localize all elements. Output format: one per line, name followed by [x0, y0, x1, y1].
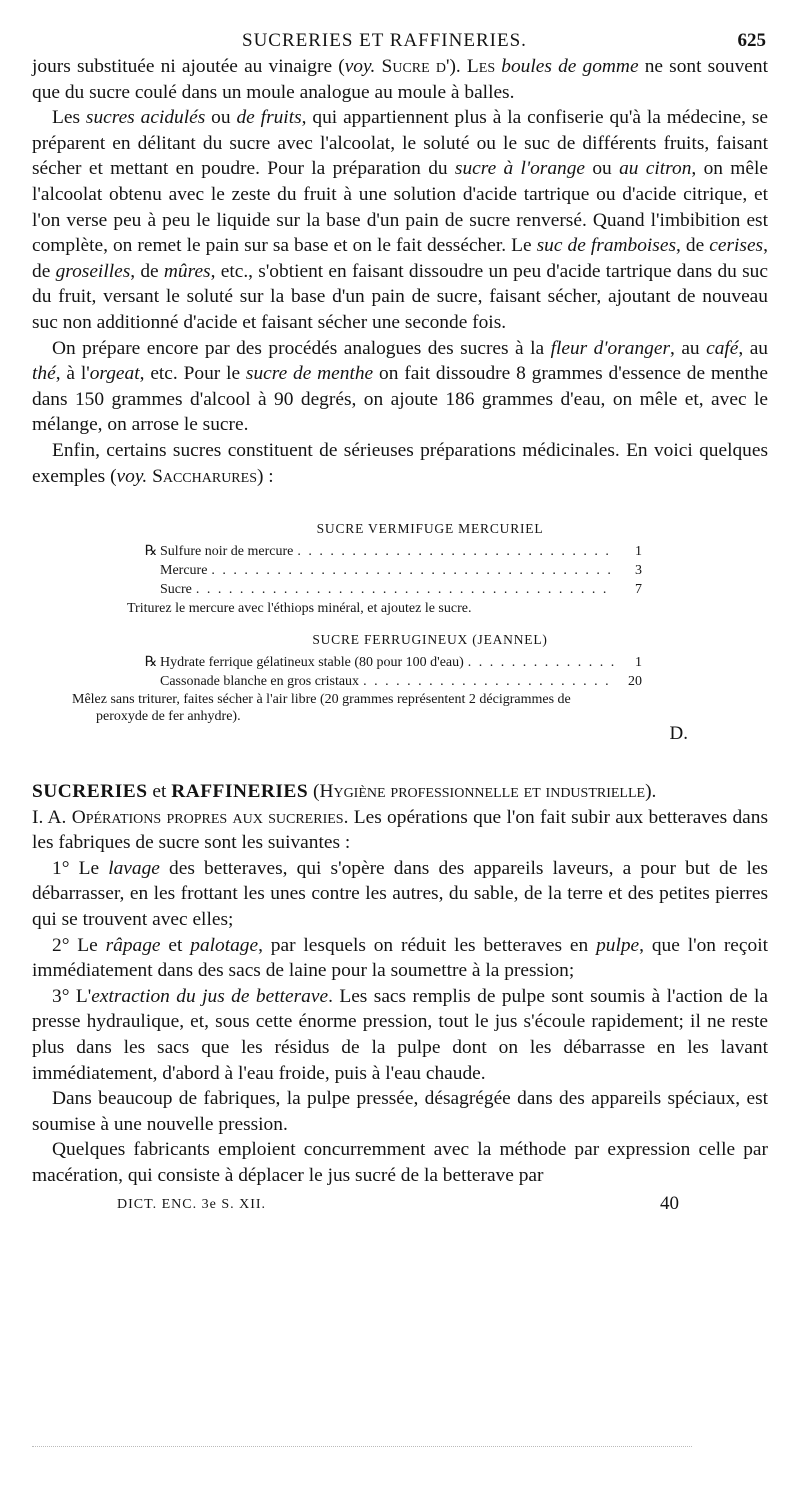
paragraph-sucres-analogues — [32, 336, 768, 438]
running-head — [32, 26, 768, 54]
text-run-italic: pulpe — [596, 934, 640, 956]
text-run: 2° Le — [52, 934, 106, 956]
ingredient-quantity: 3 — [635, 563, 642, 579]
text-run-italic: cerises — [709, 235, 764, 257]
ingredient-row — [142, 672, 642, 691]
paragraph-pulpe-pressee: Dans beaucoup de fabriques, la pulpe pressée, désagrégée dans des appareils spéciaux, est soumise à une nouvelle pression. — [32, 1088, 768, 1135]
entry-heading — [32, 779, 768, 805]
text-run-italic: sucre de menthe — [245, 363, 374, 385]
sheet-number: 40 — [660, 1192, 679, 1214]
text-run: , qui appartiennent plus à la confiserie qu'à la médecine, se préparent en délitant du sucre avec l'alcoolat, le soluté ou le suc de différents fruits, faisant sécher et mettant en poudre. Pour la préparation du — [32, 107, 768, 180]
printer-signature: DICT. ENC. 3e S. XII. — [117, 1196, 267, 1212]
text-run-italic: fleur d'oranger — [550, 337, 670, 359]
paragraph-sucres-acidules — [32, 105, 768, 335]
dot-leader — [196, 580, 614, 599]
text-run: , de — [130, 260, 164, 282]
text-run-italic: boules de gomme — [501, 56, 639, 77]
recipe-title: SUCRE FERRUGINEUX (JEANNEL) — [312, 632, 548, 648]
paragraph-maceration: Quelques fabricants emploient concurremment avec la méthode par expression celle par macération, qui consiste à déplacer le jus sucré de la betterave par — [32, 1139, 768, 1186]
text-run: , à l' — [55, 363, 90, 385]
ingredient-name: Cassonade blanche en gros cristaux — [160, 674, 360, 690]
text-run: et — [160, 934, 191, 956]
recipe-ingredients — [142, 542, 642, 599]
text-run: , on mêle l'alcoolat obtenu avec le zeste du fruit à une solution d'acide tartrique ou d'acide citrique, et l'on verse peu à peu le liquide sur la base d'un pain de sucre renversé. Quand l'imbibition est complète, on remet le pain sur sa base et on le fait dessécher. Le — [32, 158, 768, 257]
entry-subtitle: (Hygiène professionnelle et industrielle). — [308, 781, 657, 803]
text-run: , etc. Pour le — [139, 363, 246, 385]
recipe-ingredients — [142, 653, 642, 691]
ingredient-row — [142, 653, 642, 672]
paragraph-exemples — [32, 438, 768, 489]
paragraph-extraction — [32, 984, 768, 1086]
text-run: 3° L' — [52, 985, 92, 1007]
text-run: jours substituée ni ajoutée au vinaigre ( — [32, 56, 345, 77]
ingredient-name: Mercure — [160, 563, 208, 579]
text-run-italic: suc de framboises — [536, 235, 676, 257]
ingredient-quantity: 1 — [635, 544, 642, 560]
entry-title: RAFFINERIES — [171, 781, 309, 803]
text-run: Enfin, certains sucres constituent de sérieuses préparations médicinales. En voici quelques exemples ( — [32, 439, 768, 487]
text-run-italic: groseilles — [55, 260, 131, 282]
entry-title: SUCRERIES — [32, 781, 148, 803]
ingredient-quantity: 20 — [628, 674, 642, 690]
dot-leader — [363, 672, 614, 691]
text-run-italic: palotage — [190, 934, 259, 956]
text-run: , que l'on reçoit immédiatement dans des sacs de laine pour la soumettre à la pression; — [32, 934, 768, 982]
text-run: Les opérations que l'on fait subir aux betteraves dans les fabriques de sucre sont les suivantes : — [32, 806, 769, 854]
text-run: ou — [205, 107, 237, 129]
text-run: et — [147, 781, 172, 803]
text-run: ou — [585, 158, 620, 180]
paragraph-operations — [32, 805, 768, 856]
dot-leader — [211, 561, 614, 580]
text-run: ne sont souvent que du sucre coulé dans un moule analogue au moule à balles. — [32, 56, 768, 103]
dot-leader — [468, 653, 614, 672]
document-page — [32, 26, 768, 1217]
text-run-italic: voy. — [344, 56, 376, 77]
ingredient-row — [142, 542, 642, 561]
ingredient-name: Sulfure noir de mercure — [160, 544, 294, 560]
paragraph-boules-de-gomme — [32, 54, 768, 105]
bleed-through-line — [32, 1446, 692, 1447]
page-footer — [32, 1191, 768, 1217]
text-run-italic: mûres — [163, 260, 211, 282]
author-signature: D. — [669, 723, 688, 745]
text-run-italic: sucres acidulés — [85, 107, 206, 129]
recipe-mark-icon: ℞ — [144, 544, 158, 560]
text-run: , de — [676, 235, 710, 257]
text-run: Saccharures) : — [147, 465, 274, 487]
recipe-mark-icon: ℞ — [144, 655, 158, 671]
text-run-italic: café — [706, 337, 739, 359]
text-run-italic: extraction du jus de betterave — [91, 985, 329, 1007]
paragraph-lavage — [32, 856, 768, 933]
ingredient-quantity: 1 — [635, 655, 642, 671]
text-run: On prépare encore par des procédés analogues des sucres à la — [52, 337, 551, 359]
running-head-title: SUCRERIES ET RAFFINERIES. — [242, 30, 527, 51]
text-run-italic: thé — [32, 363, 56, 385]
ingredient-row — [142, 580, 642, 599]
page-number: 625 — [737, 30, 766, 51]
text-run: , de — [32, 235, 768, 282]
text-run: Les — [52, 107, 86, 129]
paragraph-rapage — [32, 933, 768, 984]
ingredient-quantity: 7 — [635, 582, 642, 598]
recipes-block — [32, 519, 768, 725]
text-run: , au — [738, 337, 769, 359]
text-run: , au — [670, 337, 707, 359]
recipe-instructions — [72, 691, 722, 725]
text-run-italic: sucre à l'orange — [454, 158, 586, 180]
subsection-title: Opérations propres aux sucreries. — [71, 806, 349, 828]
text-run: des betteraves, qui s'opère dans des appareils laveurs, a pour but de les débarrasser, en les frottant les unes contre les autres, du sable, de la terre et des petites pierres qui se trouvent avec elles; — [32, 857, 768, 931]
recipe-instructions: Triturez le mercure avec l'éthiops minéral, et ajoutez le sucre. — [127, 601, 472, 617]
text-run-italic: orgeat — [89, 363, 140, 385]
ingredient-row — [142, 561, 642, 580]
text-run-italic: râpage — [105, 934, 161, 956]
text-run: 1° Le — [52, 857, 109, 879]
ingredient-name: Hydrate ferrique gélatineux stable (80 pour 100 d'eau) — [160, 655, 464, 671]
text-run-italic: au citron — [619, 158, 692, 180]
text-run: I. A. — [32, 806, 72, 828]
text-run: , etc., s'obtient en faisant dissoudre un peu d'acide tartrique dans du suc du fruit, versant le soluté sur la base d'un pain de sucre, faisant sécher, ajoutant de nouveau suc non additionné d'acide et faisant sécher une seconde fois. — [32, 260, 768, 333]
text-run: peroxyde de fer anhydre). — [96, 709, 241, 725]
text-run: , par lesquels on réduit les betteraves en — [258, 934, 597, 956]
text-run-italic: lavage — [108, 857, 160, 879]
text-run: Sucre d'). Les — [375, 56, 502, 77]
text-run: on fait dissoudre 8 grammes d'essence de menthe dans 150 grammes d'alcool à 90 degrés, on ajoute 186 grammes d'eau, on mêle et, avec le mélange, on arrose le sucre. — [32, 363, 768, 436]
dot-leader — [297, 542, 614, 561]
ingredient-name: Sucre — [160, 582, 192, 598]
text-run-italic: voy. — [116, 465, 148, 487]
text-run: Mêlez sans triturer, faites sécher à l'air libre (20 grammes représentent 2 décigrammes de — [72, 692, 571, 708]
text-run: . Les sacs remplis de pulpe sont soumis à l'action de la presse hydraulique, et, sous cette énorme pression, tout le jus s'écoule rapidement; il ne reste plus dans les sacs que les résidus de la pulpe dont on les débarrasse en les lavant immédiatement, d'abord à l'eau froide, puis à l'eau chaude. — [32, 985, 768, 1084]
recipe-title: SUCRE VERMIFUGE MERCURIEL — [316, 521, 544, 537]
text-run-italic: de fruits — [236, 107, 302, 129]
